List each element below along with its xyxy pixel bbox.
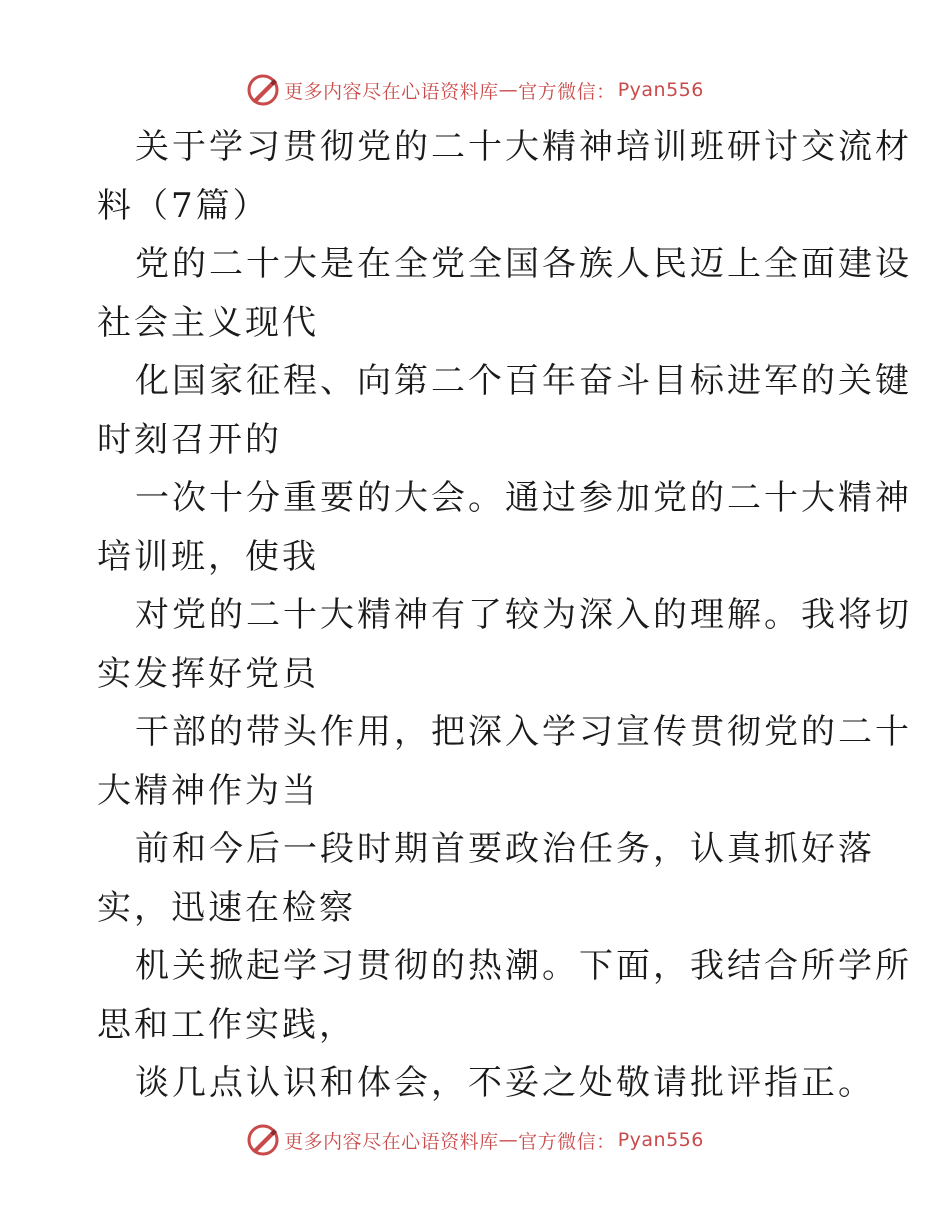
- paragraph-line: 前和今后一段时期首要政治任务，认真抓好落: [135, 829, 875, 869]
- watermark-wechat-id: Pyan556: [617, 1129, 704, 1151]
- paragraph: [97, 235, 912, 352]
- paragraph-line: 时刻召开的: [97, 419, 282, 460]
- watermark-separator: —: [498, 79, 519, 101]
- paragraph-line: 社会主义现代: [97, 302, 319, 343]
- header-watermark: [0, 70, 950, 110]
- watermark-separator: —: [498, 1129, 519, 1151]
- paragraph-line: 对党的二十大精神有了较为深入的理解。我将切: [135, 595, 912, 635]
- footer-watermark: [0, 1120, 950, 1160]
- paragraph-title: [97, 118, 912, 235]
- paragraph-line: 化国家征程、向第二个百年奋斗目标进军的关键: [135, 361, 912, 401]
- paragraph-line: 料（7篇）: [97, 185, 270, 226]
- pen-logo-icon: [246, 73, 280, 107]
- paragraph: [97, 820, 875, 937]
- paragraph-line: 关于学习贯彻党的二十大精神培训班研讨交流材: [135, 127, 912, 167]
- pen-logo-icon: [246, 1123, 280, 1157]
- watermark-label: 官方微信：: [518, 80, 616, 103]
- paragraph: [97, 1054, 875, 1113]
- paragraph-line: 培训班，使我: [97, 536, 319, 577]
- watermark-brand: 更多内容尽在心语资料库: [284, 80, 499, 103]
- paragraph-line: 机关掀起学习贯彻的热潮。下面，我结合所学所: [135, 946, 912, 986]
- paragraph: [97, 703, 912, 820]
- paragraph: [97, 586, 912, 703]
- watermark-wechat-id: Pyan556: [617, 79, 704, 101]
- paragraph-line: 谈几点认识和体会，不妥之处敬请批评指正。: [135, 1063, 875, 1103]
- paragraph: [97, 937, 912, 1054]
- paragraph: [97, 469, 912, 586]
- document-body: [97, 118, 912, 1113]
- paragraph-line: 党的二十大是在全党全国各族人民迈上全面建设: [135, 244, 912, 284]
- paragraph: [97, 352, 912, 469]
- watermark-brand: 更多内容尽在心语资料库: [284, 1130, 499, 1153]
- paragraph-line: 大精神作为当: [97, 770, 319, 811]
- watermark-label: 官方微信：: [518, 1130, 616, 1153]
- paragraph-line: 干部的带头作用，把深入学习宣传贯彻党的二十: [135, 712, 912, 752]
- paragraph-line: 一次十分重要的大会。通过参加党的二十大精神: [135, 478, 912, 518]
- paragraph-line: 实，迅速在检察: [97, 887, 356, 928]
- paragraph-line: 思和工作实践，: [97, 1004, 356, 1045]
- paragraph-line: 实发挥好党员: [97, 653, 319, 694]
